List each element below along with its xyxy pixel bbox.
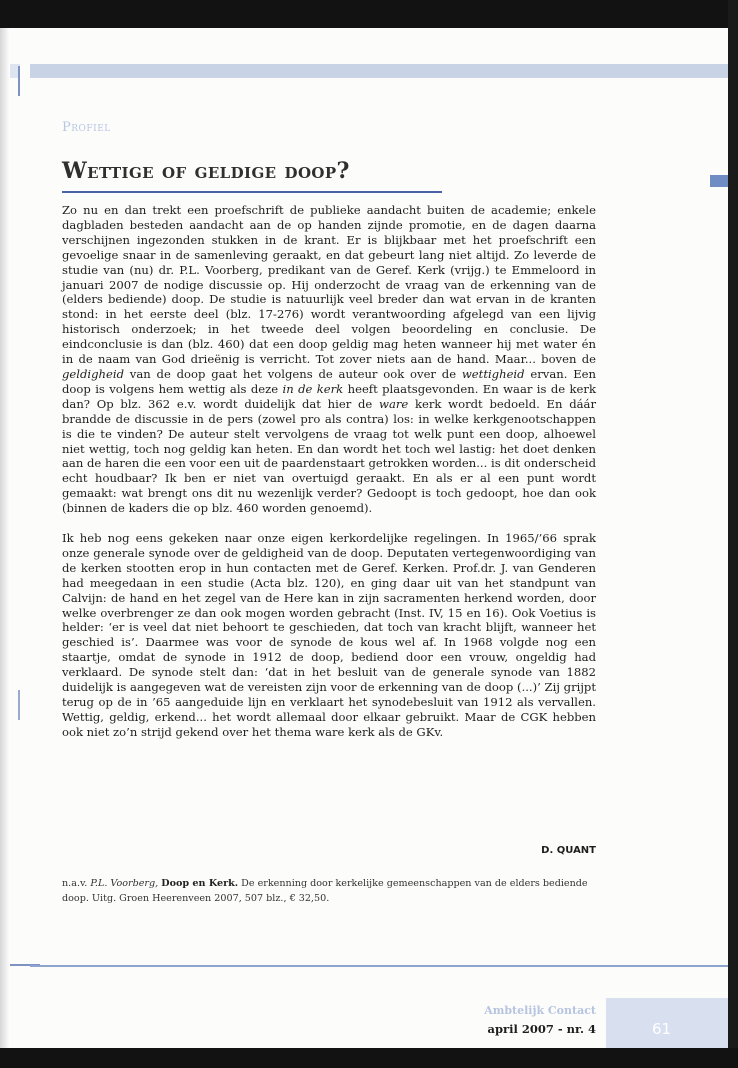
text-run: Ik heb nog eens gekeken naar onze eigen kerkordelijke regelingen. In 1965/’66 sprak onze generale synode over de geldigheid van de doop. Deputaten vertegenwoordiging van de kerken stootten erop in hun contacten met de Geref. Kerken. Prof.dr. J. van Genderen had meegedaan in een studie (Acta blz. 120), en ging daar uit van het standpunt van Calvijn: de hand en het zegel van de Here kan in zijn sacramenten herkend worden, door welke overbrenger ze dan ook mogen worden gebracht (Inst. IV, 15 en 16). Ook Voetius is helder: ‘er is veel dat niet behoort te geschieden, dat toch van kracht blijft, wanneer het geschied is’. Daarmee was voor de synode de kous wel af. In 1968 volgde nog een staartje, omdat de synode in 1912 de doop, bediend door een vrouw, ongeldig had verklaard. De synode stelt dan: ‘dat in het besluit van de generale synode van 1882 duidelijk is aangegeven wat de vereisten zijn voor de erkenning van de doop (...)’ Zij grijpt terug op de in ’65 aangeduide lijn en verklaart het synodebesluit van 1912 als vervallen. Wettig, geldig, erkend... het wordt allemaal door elkaar gebruikt. Maar de CGK hebben ook niet zo’n strijd gekend over het thema ware kerk als de GKv. [62, 531, 596, 739]
text-run: ervan. Een doop is volgens hem wettig als deze [62, 366, 596, 396]
side-tab-marker [710, 175, 728, 187]
scan-left-shadow [0, 28, 10, 1048]
paragraph [62, 203, 596, 516]
book-reference [62, 877, 596, 906]
title-underline [62, 191, 442, 193]
page-number: 61 [652, 1020, 672, 1038]
article-title: Wettige of geldige doop? [62, 158, 350, 184]
emphasis-text: ware [379, 396, 409, 411]
footnote-prefix: n.a.v. [62, 878, 91, 889]
section-label: Profiel [62, 120, 111, 135]
emphasis-text: in de kerk [282, 381, 344, 396]
text-run: van de doop gaat het volgens de auteur ook over de [124, 366, 462, 381]
footer-rule [30, 965, 728, 967]
scan-top-border [0, 0, 738, 28]
scan-bottom-border [0, 1048, 738, 1068]
emphasis-text: geldigheid [62, 366, 124, 381]
issue-info: april 2007 - nr. 4 [487, 1022, 596, 1036]
footnote-book-author: P.L. Voorberg, [90, 878, 162, 889]
top-band [30, 64, 728, 78]
text-run: Zo nu en dan trekt een proefschrift de publieke aandacht buiten de academie; enkele dagbladen besteden aandacht aan de op handen zijnde promotie, en de dagen daarna verschijnen ingezonden stukken in de krant. Er is blijkbaar met het proefschrift een gevoelige snaar in de samenleving geraakt, en dat gebeurt lang niet altijd. Zo leverde de studie van (nu) dr. P.L. Voorberg, predikant van de Geref. Kerk (vrijg.) te Emmeloord in januari 2007 de nodige discussie op. Hij onderzocht de vraag van de erkenning van de (elders bediende) doop. De studie is natuurlijk veel breder dan wat ervan in de kranten stond: in het eerste deel (blz. 17-276) wordt verantwoording afgelegd van een lijvig historisch onderzoek; in het tweede deel volgen beoordeling en conclusie. De eindconclusie is dan (blz. 460) dat een doop geldig mag heten wanneer hij met water én in de naam van God drieënig is verricht. Tot zover niets aan de hand. Maar... boven de [62, 203, 596, 367]
paragraph [62, 531, 596, 740]
footnote-description: De erkenning door kerkelijke gemeenschappen van de elders bediende doop. Uitg. Groen Heerenveen 2007, 507 blz., € 32,50. [62, 878, 588, 904]
author-signature: D. QUANT [541, 845, 596, 856]
scan-right-border [728, 0, 738, 1068]
article-body [62, 203, 596, 740]
left-margin-mark [18, 66, 20, 96]
text-run: kerk wordt bedoeld. En dáár brandde de discussie in de pers (zowel pro als contra) los: in welke kerkgenootschappen is die te vinden? De auteur stelt vervolgens de vraag tot welk punt een doop, alhoewel niet wettig, toch nog geldig kan heten. En dan wordt het toch wel lastig: het doet denken aan de haren die een voor een uit de paardenstaart getrokken worden... is dit onderscheid echt houdbaar? Ik ben er niet van overtuigd geraakt. En als er al een punt wordt gemaakt: wat brengt ons dit nu wezenlijk verder? Gedoopt is toch gedoopt, hoe dan ook (binnen de kaders die op blz. 460 worden genoemd). [62, 396, 596, 516]
footnote-book-title: Doop en Kerk. [161, 878, 239, 889]
journal-name: Ambtelijk Contact [484, 1004, 596, 1017]
text-run: heeft plaatsgevonden. En waar is de kerk dan? Op blz. 362 e.v. wordt duidelijk dat hier de [62, 381, 596, 411]
emphasis-text: wettigheid [461, 366, 525, 381]
left-margin-mark [18, 690, 20, 720]
